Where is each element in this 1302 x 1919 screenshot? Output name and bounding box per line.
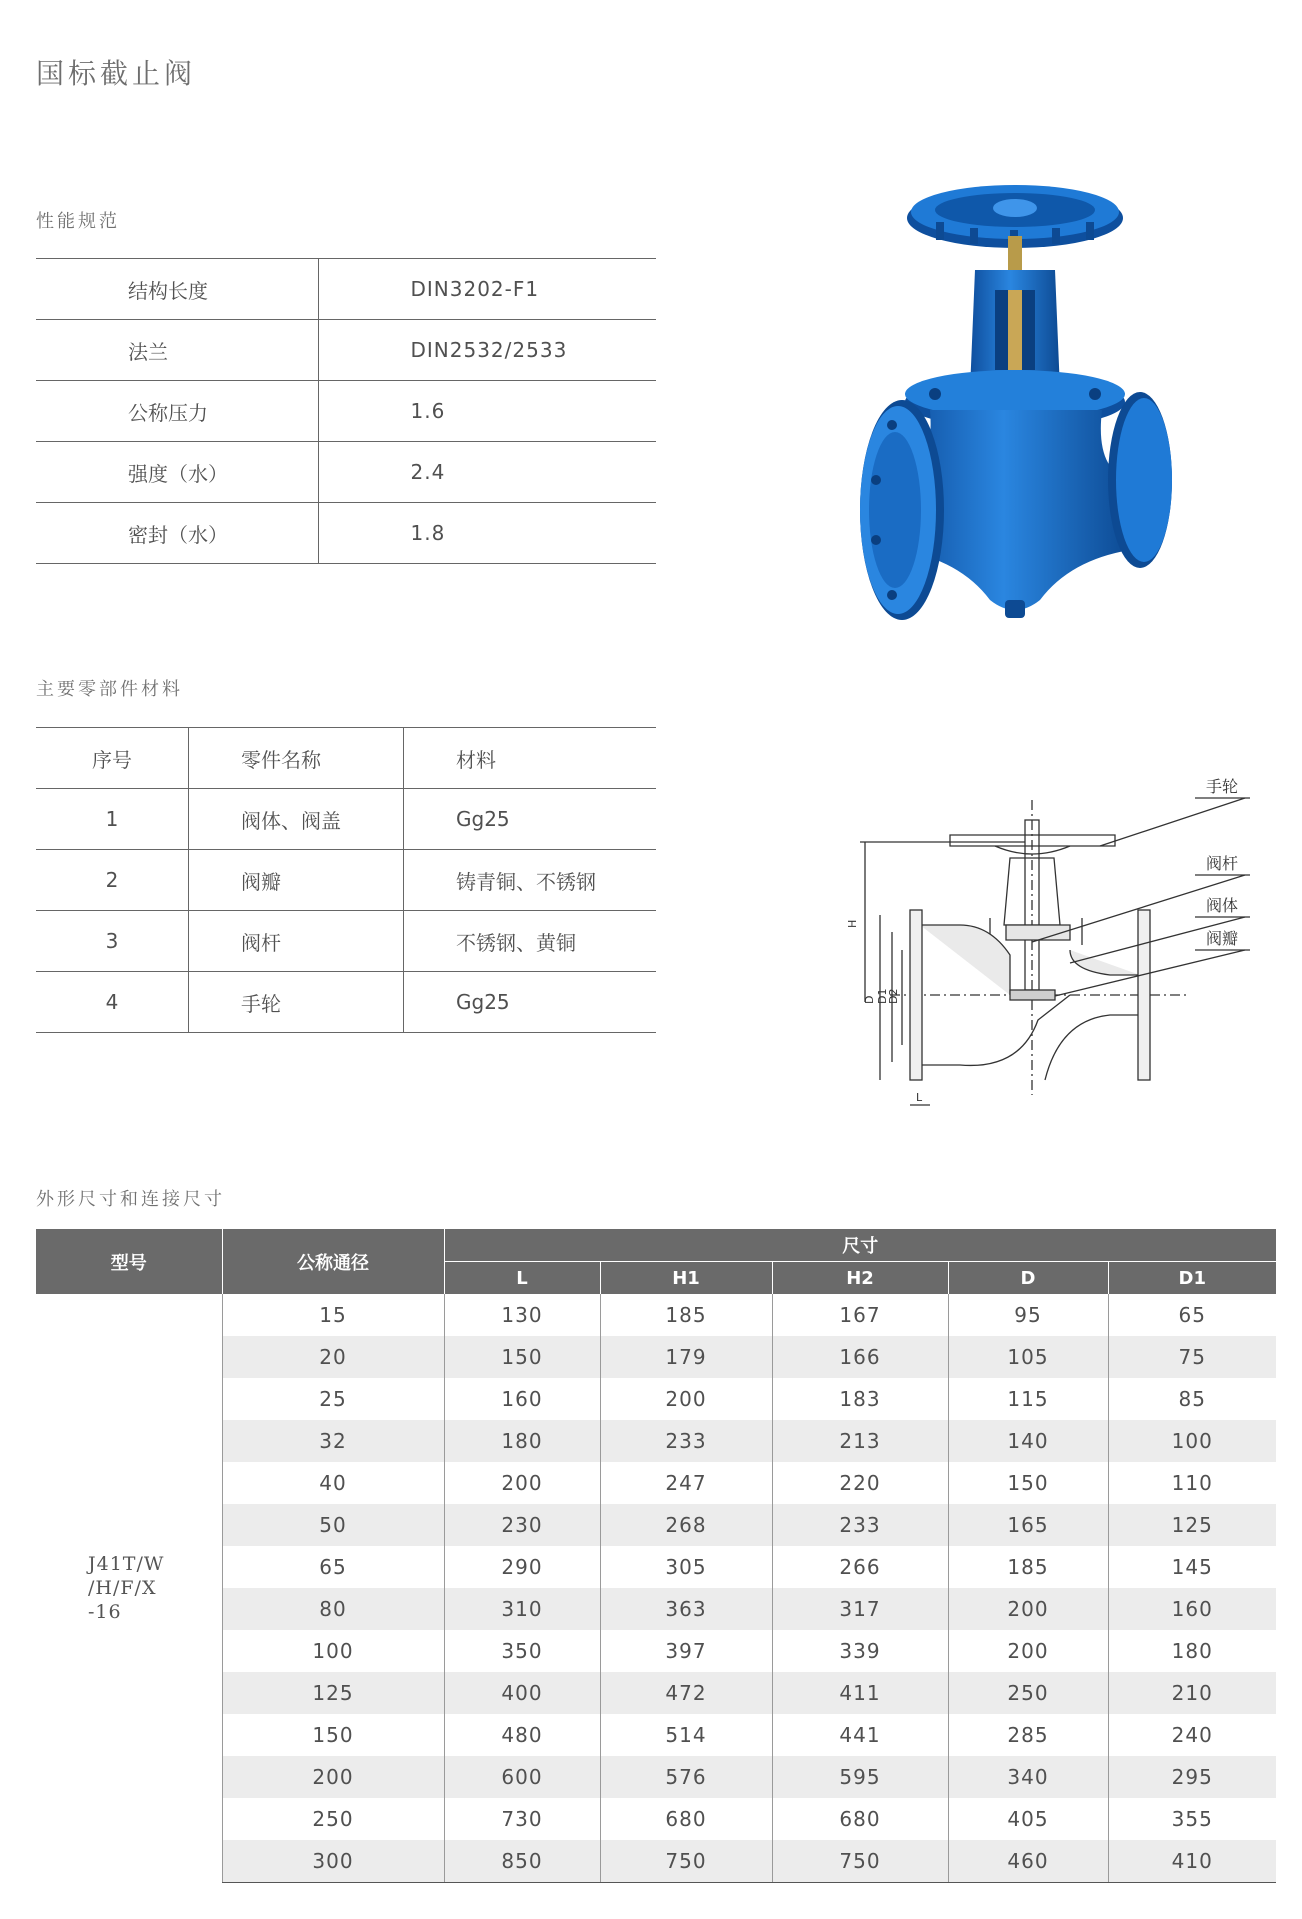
model-line: J41T/W bbox=[88, 1553, 165, 1576]
table-row bbox=[36, 1462, 1276, 1504]
label-disc: 阀瓣 bbox=[1206, 929, 1239, 948]
cell: 250 bbox=[948, 1672, 1108, 1714]
table-row bbox=[36, 503, 656, 564]
cell: 363 bbox=[600, 1588, 772, 1630]
parts-table bbox=[36, 727, 656, 1033]
table-row bbox=[36, 1336, 1276, 1378]
spec-label: 密封（水） bbox=[36, 503, 318, 564]
cell: 397 bbox=[600, 1630, 772, 1672]
cell: 110 bbox=[1108, 1462, 1276, 1504]
cell: 200 bbox=[948, 1630, 1108, 1672]
spec-label: 公称压力 bbox=[36, 381, 318, 442]
cell: 25 bbox=[222, 1378, 444, 1420]
cell: 100 bbox=[222, 1630, 444, 1672]
cell: 595 bbox=[772, 1756, 948, 1798]
table-row bbox=[36, 259, 656, 320]
cell: 405 bbox=[948, 1798, 1108, 1840]
cell: 165 bbox=[948, 1504, 1108, 1546]
cell: 166 bbox=[772, 1336, 948, 1378]
column-header: H2 bbox=[772, 1262, 948, 1295]
cell: 75 bbox=[1108, 1336, 1276, 1378]
cell: 340 bbox=[948, 1756, 1108, 1798]
spec-value: 2.4 bbox=[318, 442, 656, 503]
cell: 233 bbox=[600, 1420, 772, 1462]
table-row bbox=[36, 850, 656, 911]
cell: 310 bbox=[444, 1588, 600, 1630]
column-header: 零件名称 bbox=[189, 728, 404, 789]
cell: 145 bbox=[1108, 1546, 1276, 1588]
spec-label: 法兰 bbox=[36, 320, 318, 381]
cell: 410 bbox=[1108, 1840, 1276, 1883]
cell: 1 bbox=[36, 789, 189, 850]
cell: 185 bbox=[948, 1546, 1108, 1588]
cell: 125 bbox=[222, 1672, 444, 1714]
cell: 750 bbox=[600, 1840, 772, 1883]
dim-D1: D1 bbox=[876, 988, 889, 1004]
cell: 阀瓣 bbox=[189, 850, 404, 911]
column-header-model: 型号 bbox=[36, 1229, 222, 1294]
cell: 441 bbox=[772, 1714, 948, 1756]
spec-label: 结构长度 bbox=[36, 259, 318, 320]
cell: 185 bbox=[600, 1294, 772, 1336]
cell: 230 bbox=[444, 1504, 600, 1546]
cell: 240 bbox=[1108, 1714, 1276, 1756]
cell: 125 bbox=[1108, 1504, 1276, 1546]
column-header: 材料 bbox=[404, 728, 657, 789]
table-row bbox=[36, 1798, 1276, 1840]
cell: 150 bbox=[222, 1714, 444, 1756]
dim-D2: D2 bbox=[887, 988, 900, 1004]
cell: 750 bbox=[772, 1840, 948, 1883]
cell: 阀体、阀盖 bbox=[189, 789, 404, 850]
cell: 460 bbox=[948, 1840, 1108, 1883]
cell: 305 bbox=[600, 1546, 772, 1588]
parts-heading: 主要零部件材料 bbox=[36, 679, 183, 700]
cell: 100 bbox=[1108, 1420, 1276, 1462]
dim-D: D bbox=[863, 995, 876, 1004]
dims-heading: 外形尺寸和连接尺寸 bbox=[36, 1189, 225, 1210]
valve-diagram bbox=[770, 750, 1280, 1120]
cell: 300 bbox=[222, 1840, 444, 1883]
cell: 266 bbox=[772, 1546, 948, 1588]
cell: Gg25 bbox=[404, 972, 657, 1033]
column-header: D bbox=[948, 1262, 1108, 1295]
cell: 290 bbox=[444, 1546, 600, 1588]
dims-table bbox=[36, 1229, 1276, 1883]
cell: 3 bbox=[36, 911, 189, 972]
column-header: L bbox=[444, 1262, 600, 1295]
column-header: 序号 bbox=[36, 728, 189, 789]
cell: 850 bbox=[444, 1840, 600, 1883]
cell: 400 bbox=[444, 1672, 600, 1714]
cell: 233 bbox=[772, 1504, 948, 1546]
cell: 350 bbox=[444, 1630, 600, 1672]
cell: 295 bbox=[1108, 1756, 1276, 1798]
cell: 680 bbox=[772, 1798, 948, 1840]
cell: Gg25 bbox=[404, 789, 657, 850]
cell: 514 bbox=[600, 1714, 772, 1756]
cell: 576 bbox=[600, 1756, 772, 1798]
page-title: 国标截止阀 bbox=[36, 57, 197, 90]
cell: 85 bbox=[1108, 1378, 1276, 1420]
cell: 200 bbox=[444, 1462, 600, 1504]
cell: 339 bbox=[772, 1630, 948, 1672]
spec-heading: 性能规范 bbox=[36, 211, 120, 232]
table-row bbox=[36, 1294, 1276, 1336]
cell: 680 bbox=[600, 1798, 772, 1840]
label-handwheel: 手轮 bbox=[1206, 777, 1239, 796]
table-row bbox=[36, 1546, 1276, 1588]
column-header: H1 bbox=[600, 1262, 772, 1295]
cell: 480 bbox=[444, 1714, 600, 1756]
cell: 65 bbox=[1108, 1294, 1276, 1336]
cell: 140 bbox=[948, 1420, 1108, 1462]
cell: 317 bbox=[772, 1588, 948, 1630]
cell: 600 bbox=[444, 1756, 600, 1798]
cell: 铸青铜、不锈钢 bbox=[404, 850, 657, 911]
table-row bbox=[36, 381, 656, 442]
cell: 213 bbox=[772, 1420, 948, 1462]
model-line: /H/F/X bbox=[88, 1577, 157, 1600]
cell: 180 bbox=[444, 1420, 600, 1462]
cell: 411 bbox=[772, 1672, 948, 1714]
cell: 115 bbox=[948, 1378, 1108, 1420]
column-header-dn: 公称通径 bbox=[222, 1229, 444, 1294]
cell: 160 bbox=[1108, 1588, 1276, 1630]
table-row bbox=[36, 1588, 1276, 1630]
cell: 183 bbox=[772, 1378, 948, 1420]
table-row bbox=[36, 789, 656, 850]
model-line: -16 bbox=[88, 1601, 122, 1624]
label-stem: 阀杆 bbox=[1206, 854, 1239, 873]
cell: 4 bbox=[36, 972, 189, 1033]
column-header: D1 bbox=[1108, 1262, 1276, 1295]
cell: 355 bbox=[1108, 1798, 1276, 1840]
cell: 268 bbox=[600, 1504, 772, 1546]
dim-H: H bbox=[846, 919, 859, 928]
table-row bbox=[36, 442, 656, 503]
cell: 472 bbox=[600, 1672, 772, 1714]
spec-value: 1.8 bbox=[318, 503, 656, 564]
valve-photo bbox=[840, 180, 1220, 640]
cell: 手轮 bbox=[189, 972, 404, 1033]
table-row bbox=[36, 1378, 1276, 1420]
cell: 285 bbox=[948, 1714, 1108, 1756]
table-row bbox=[36, 1672, 1276, 1714]
cell: 180 bbox=[1108, 1630, 1276, 1672]
cell: 15 bbox=[222, 1294, 444, 1336]
cell: 179 bbox=[600, 1336, 772, 1378]
cell: 200 bbox=[600, 1378, 772, 1420]
table-row bbox=[36, 1504, 1276, 1546]
cell: 250 bbox=[222, 1798, 444, 1840]
cell: 220 bbox=[772, 1462, 948, 1504]
cell: 40 bbox=[222, 1462, 444, 1504]
table-header-row bbox=[36, 728, 656, 789]
cell: 730 bbox=[444, 1798, 600, 1840]
table-row bbox=[36, 911, 656, 972]
spec-label: 强度（水） bbox=[36, 442, 318, 503]
table-row bbox=[36, 1630, 1276, 1672]
cell: 105 bbox=[948, 1336, 1108, 1378]
cell: 200 bbox=[222, 1756, 444, 1798]
cell: 160 bbox=[444, 1378, 600, 1420]
cell: 167 bbox=[772, 1294, 948, 1336]
table-row bbox=[36, 1420, 1276, 1462]
cell: 20 bbox=[222, 1336, 444, 1378]
cell: 阀杆 bbox=[189, 911, 404, 972]
label-body: 阀体 bbox=[1206, 896, 1239, 915]
spec-value: DIN2532/2533 bbox=[318, 320, 656, 381]
dim-L: L bbox=[916, 1091, 923, 1104]
cell: 80 bbox=[222, 1588, 444, 1630]
cell: 65 bbox=[222, 1546, 444, 1588]
table-row bbox=[36, 972, 656, 1033]
cell: 130 bbox=[444, 1294, 600, 1336]
cell: 不锈钢、黄铜 bbox=[404, 911, 657, 972]
cell: 210 bbox=[1108, 1672, 1276, 1714]
table-row bbox=[36, 320, 656, 381]
spec-value: 1.6 bbox=[318, 381, 656, 442]
spec-value: DIN3202-F1 bbox=[318, 259, 656, 320]
cell: 200 bbox=[948, 1588, 1108, 1630]
column-header-group: 尺寸 bbox=[444, 1229, 1276, 1262]
cell: 150 bbox=[948, 1462, 1108, 1504]
cell: 150 bbox=[444, 1336, 600, 1378]
table-row bbox=[36, 1840, 1276, 1883]
cell: 50 bbox=[222, 1504, 444, 1546]
model-cell bbox=[36, 1294, 222, 1883]
cell: 95 bbox=[948, 1294, 1108, 1336]
table-row bbox=[36, 1714, 1276, 1756]
cell: 247 bbox=[600, 1462, 772, 1504]
spec-table bbox=[36, 258, 656, 564]
cell: 32 bbox=[222, 1420, 444, 1462]
cell: 2 bbox=[36, 850, 189, 911]
table-row bbox=[36, 1756, 1276, 1798]
